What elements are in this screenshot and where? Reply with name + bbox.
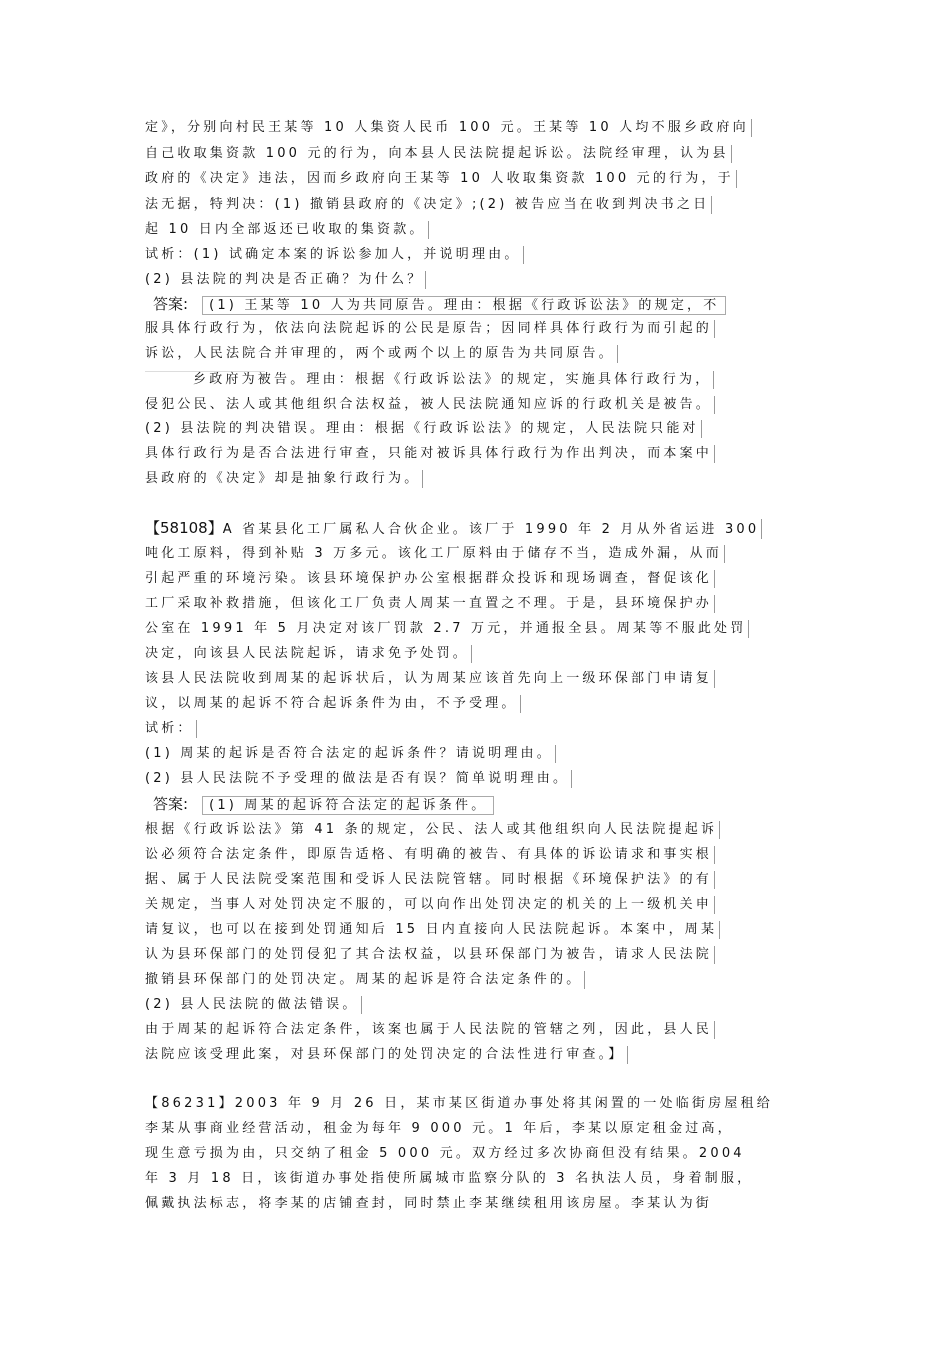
text-line: 侵犯公民、法人或其他组织合法权益，被人民法院通知应诉的行政机关是被告。 [145, 396, 715, 414]
text-line: (2) 县人民法院的做法错误。 [145, 996, 362, 1014]
text-line: 讼必须符合法定条件，即原告适格、有明确的被告、有具体的诉讼请求和事实根 [145, 846, 715, 864]
text-line: 县政府的《决定》却是抽象行政行为。 [145, 470, 423, 488]
question-line: 试析： [145, 720, 197, 738]
text-line: (2) 县法院的判决错误。理由：根据《行政诉讼法》的规定，人民法院只能对 [145, 420, 702, 438]
text-line: 起 10 日内全部返还已收取的集资款。 [145, 221, 429, 239]
question-line: (1) 周某的起诉是否符合法定的起诉条件？请说明理由。 [145, 745, 556, 763]
text-line: 撤销县环保部门的处罚决定。周某的起诉是符合法定条件的。 [145, 971, 585, 989]
answer-row [145, 795, 494, 815]
text-line: 乡政府为被告。理由：根据《行政诉讼法》的规定，实施具体行政行为， [193, 371, 714, 389]
question-line: 试析：(1) 试确定本案的诉讼参加人，并说明理由。 [145, 246, 524, 264]
text-line: 引起严重的环境污染。该县环境保护办公室根据群众投诉和现场调查，督促该化 [145, 570, 715, 588]
text-line: 服具体行政行为，依法向法院起诉的公民是原告；因同样具体行政行为而引起的 [145, 320, 715, 338]
answer-text: (1) 周某的起诉符合法定的起诉条件。 [202, 796, 494, 815]
text-line: 诉讼，人民法院合并审理的，两个或两个以上的原告为共同原告。 [145, 345, 618, 363]
text-line: 据、属于人民法院受案范围和受诉人民法院管辖。同时根据《环境保护法》的有 [145, 871, 715, 889]
text-line: 请复议，也可以在接到处罚通知后 15 日内直接向人民法院起诉。本案中，周某 [145, 921, 720, 939]
answer-label: 答案: [153, 295, 189, 313]
text-line: 公室在 1991 年 5 月决定对该厂罚款 2.7 万元，并通报全县。周某等不服此处罚 [145, 620, 749, 638]
text-line: 现生意亏损为由，只交纳了租金 5 000 元。双方经过多次协商但没有结果。2004 [145, 1146, 745, 1161]
text-line: 法院应该受理此案，对县环保部门的处罚决定的合法性进行审查。】 [145, 1046, 628, 1064]
text-line: 认为县环保部门的处罚侵犯了其合法权益，以县环保部门为被告，请求人民法院 [145, 946, 715, 964]
text-line: 工厂采取补救措施，但该化工厂负责人周某一直置之不理。于是，县环境保护办 [145, 595, 715, 613]
text-line: 具体行政行为是否合法进行审查，只能对被诉具体行政行为作出判决，而本案中 [145, 445, 715, 463]
text-line: 佩戴执法标志，将李某的店铺查封，同时禁止李某继续租用该房屋。李某认为街 [145, 1196, 713, 1211]
text-line: 定》，分别向村民王某等 10 人集资人民币 100 元。王某等 10 人均不服乡政府向 [145, 119, 752, 137]
answer-text: (1) 王某等 10 人为共同原告。理由：根据《行政诉讼法》的规定，不 [202, 296, 726, 315]
text-line: 自己收取集资款 100 元的行为，向本县人民法院提起诉讼。法院经审理，认为县 [145, 145, 732, 163]
text-line: 吨化工原料，得到补贴 3 万多元。该化工厂原料由于储存不当，造成外漏，从而 [145, 545, 725, 563]
case-number: 【58108】 [145, 519, 223, 537]
text-line: 【86231】2003 年 9 月 26 日，某市某区街道办事处将其闲置的一处临街房屋租给 [145, 1096, 773, 1111]
text-line: 李某从事商业经营活动，租金为每年 9 000 元。1 年后，李某以原定租金过高， [145, 1121, 734, 1136]
text-line: 决定，向该县人民法院起诉，请求免予处罚。 [145, 645, 472, 663]
text-line: 法无据，特判决：(1) 撤销县政府的《决定》;(2) 被告应当在收到判决书之日 [145, 196, 712, 214]
question-line: (2) 县人民法院不予受理的做法是否有误？简单说明理由。 [145, 770, 572, 788]
answer-label: 答案: [153, 795, 189, 813]
text-line: 根据《行政诉讼法》第 41 条的规定，公民、法人或其他组织向人民法院提起诉 [145, 821, 720, 839]
text-line: 年 3 月 18 日，该街道办事处指使所属城市监察分队的 3 名执法人员，身着制服， [145, 1171, 754, 1186]
text-line: 该县人民法院收到周某的起诉状后，认为周某应该首先向上一级环保部门申请复 [145, 670, 715, 688]
question-line: (2) 县法院的判决是否正确？为什么？ [145, 271, 426, 289]
text-line: 由于周某的起诉符合法定条件，该案也属于人民法院的管辖之列，因此，县人民 [145, 1021, 715, 1039]
text-line: 政府的《决定》违法，因而乡政府向王某等 10 人收取集资款 100 元的行为，于 [145, 170, 737, 188]
case-heading-line [145, 519, 762, 539]
text-line: 议，以周某的起诉不符合起诉条件为由，不予受理。 [145, 695, 521, 713]
text-line: 关规定，当事人对处罚决定不服的，可以向作出处罚决定的机关的上一级机关申 [145, 896, 715, 914]
answer-row [145, 295, 726, 315]
text-line: A 省某县化工厂属私人合伙企业。该厂于 1990 年 2 月从外省运进 300 [222, 522, 760, 537]
